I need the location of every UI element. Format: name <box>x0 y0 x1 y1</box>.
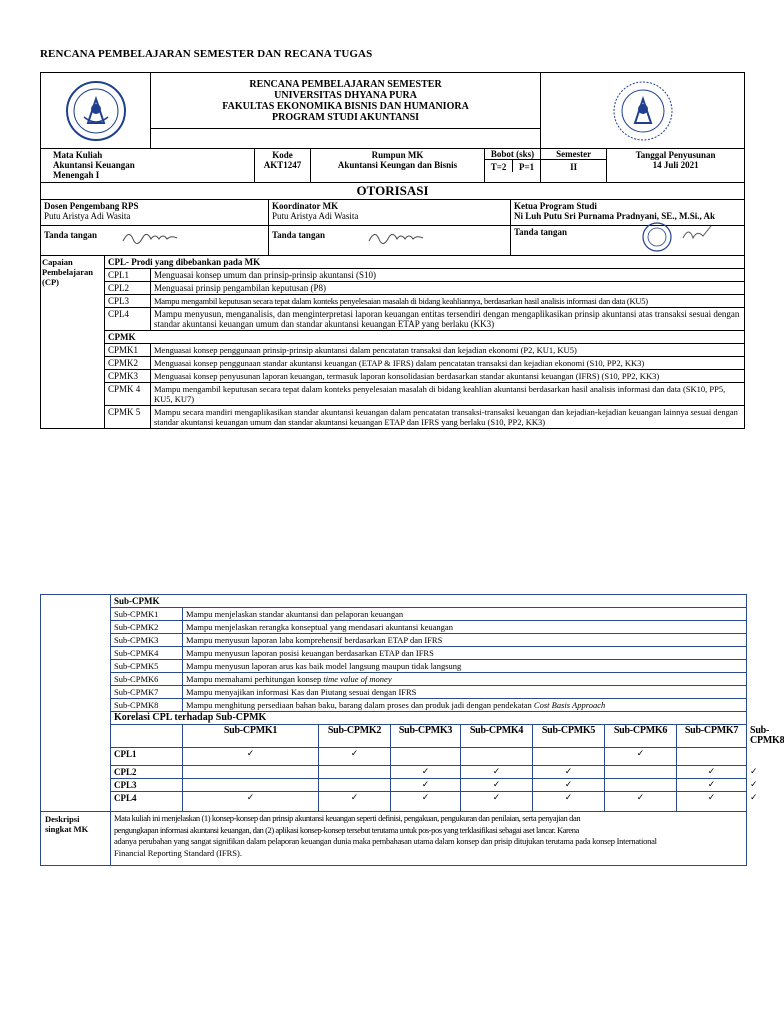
cpmk-code: CPMK3 <box>105 370 151 383</box>
check-icon: ✓ <box>391 779 461 792</box>
subcpmk-text: Mampu menjelaskan standar akuntansi dan pelaporan keuangan <box>183 608 747 621</box>
cpl-code: CPL3 <box>105 295 151 308</box>
deskripsi-label: Deskripsi singkat MK <box>41 812 111 866</box>
ttd-dosen-cell: Tanda tangan <box>41 226 269 256</box>
check-icon: ✓ <box>677 779 747 792</box>
document-title: RENCANA PEMBELAJARAN SEMESTER DAN RECANA TUGAS <box>40 48 373 60</box>
faculty-seal-icon <box>605 79 681 143</box>
korelasi-col: Sub-CPMK7 <box>677 725 747 748</box>
korelasi-row-label: CPL4 <box>111 792 183 812</box>
header-blank <box>151 129 541 149</box>
korelasi-header: Korelasi CPL terhadap Sub-CPMK <box>111 712 747 725</box>
check-icon: ✓ <box>183 748 319 766</box>
cp-label: Capaian Pembelajaran (CP) <box>41 256 105 429</box>
check-icon: ✓ <box>533 766 605 779</box>
subcpmk-code: Sub-CPMK3 <box>111 634 183 647</box>
korelasi-corner <box>111 725 183 748</box>
cpl-text: Menguasai konsep umum dan prinsip-prinsip akuntansi (S10) <box>151 269 745 282</box>
ttd-ketua-cell: Tanda tangan <box>511 226 745 256</box>
cpmk-code: CPMK1 <box>105 344 151 357</box>
subcpmk-text: Mampu menyusun laporan arus kas baik model langsung maupun tidak langsung <box>183 660 747 673</box>
faculty-logo <box>544 79 741 143</box>
kode-cell: Kode AKT1247 <box>255 149 311 183</box>
tanggal-cell: Tanggal Penyusunan 14 Juli 2021 <box>607 149 745 183</box>
subcpmk-text: Mampu memahami perhitungan konsep time value of money <box>183 673 747 686</box>
empty-cell <box>461 748 533 766</box>
check-icon: ✓ <box>391 792 461 812</box>
cpl-code: CPL1 <box>105 269 151 282</box>
subcpmk-text: Mampu menyusun laporan posisi keuangan berdasarkan ETAP dan IFRS <box>183 647 747 660</box>
cpmk-text: Mampu secara mandiri mengaplikasikan standar akuntansi keuangan dalam pencatatan transaksi-transaksi keuangan dan kejadian-kejadian keuangan lainnya sesuai dengan standar akuntansi keuangan umum dan standar akuntansi keuangan ETAP dan IFRS yang berlaku (S10, PP2, KK3) <box>151 406 745 429</box>
korelasi-col: Sub-CPMK3 <box>391 725 461 748</box>
bobot-cell: Bobot (sks) T=2 P=1 <box>485 149 541 183</box>
korelasi-row <box>41 748 747 766</box>
ketua-cell: Ketua Program Studi Ni Luh Putu Sri Purnama Pradnyani, SE., M.Si., Ak <box>511 200 745 226</box>
subcpmk-header: Sub-CPMK <box>111 595 747 608</box>
cpmk-header: CPMK <box>105 331 745 344</box>
subcpmk-left-blank <box>41 595 111 812</box>
logo-left-cell <box>41 73 151 149</box>
stamp-signature-icon <box>631 220 721 250</box>
cpmk-text: Menguasai konsep penggunaan standar akuntansi keuangan (ETAP & IFRS) dalam pencatatan transaksi dan kejadian ekonomi (S10, PP2, KK3) <box>151 357 745 370</box>
empty-cell <box>605 766 677 779</box>
otorisasi-title: OTORISASI <box>41 183 745 200</box>
check-icon: ✓ <box>183 792 319 812</box>
rumpun-cell: Rumpun MK Akuntansi Keungan dan Bisnis <box>311 149 485 183</box>
korelasi-col: Sub-CPMK1 <box>183 725 319 748</box>
korelasi-row: CPL2 ✓ ✓ ✓ ✓ ✓ <box>41 766 747 779</box>
subcpmk-italic-term: time value of money <box>323 674 392 684</box>
empty-cell <box>677 748 747 766</box>
cpl-text: Mampu menyusun, menganalisis, dan menginterpretasi laporan keuangan entitas tersendiri dengan mengaplikasikan prinsip akuntansi atas transaksi sesuai dengan standar akuntansi keuangan umum dan standar akuntansi keuangan ETAP yang berlaku (KK3) <box>151 308 745 331</box>
header-title: RENCANA PEMBELAJARAN SEMESTER UNIVERSITAS DHYANA PURA FAKULTAS EKONOMIKA BISNIS DAN HUMANIORA PROGRAM STUDI AKUNTANSI <box>151 73 541 129</box>
subcpmk-table <box>40 594 784 866</box>
subcpmk-italic-term: Cost Basis Approach <box>533 700 606 710</box>
semester-cell: Semester II <box>541 149 607 183</box>
korelasi-col: Sub-CPMK5 <box>533 725 605 748</box>
check-icon: ✓ <box>461 792 533 812</box>
koordinator-cell: Koordinator MK Putu Aristya Adi Wasita <box>269 200 511 226</box>
cpmk-code: CPMK2 <box>105 357 151 370</box>
subcpmk-code: Sub-CPMK7 <box>111 686 183 699</box>
check-icon: ✓ <box>533 779 605 792</box>
ttd-koordinator-cell: Tanda tangan <box>269 226 511 256</box>
subcpmk-code: Sub-CPMK2 <box>111 621 183 634</box>
empty-cell <box>533 748 605 766</box>
dosen-cell: Dosen Pengembang RPS Putu Aristya Adi Wasita <box>41 200 269 226</box>
korelasi-row: CPL4 ✓ ✓ ✓ ✓ ✓ ✓ ✓ ✓ <box>41 792 747 812</box>
cpl-code: CPL2 <box>105 282 151 295</box>
deskripsi-text: Mata kuliah ini menjelaskan (1) konsep-konsep dan prinsip akuntansi keuangan seperti definisi, pengakuan, pengukuran dan penilaian, serta penyajian dan pengungkapan informasi akuntansi keuangan, dan (2) aplikasi konsep-konsep tersebut terutama untuk pos-pos yang terklasifikasi sebagai aset lancar. Karena adanya perubahan yang sangat signifikan dalam pelaporan keuangan dunia maka pembahasan utama dalam konsep dan prisip ditujukan terutama pada konsep International Financial Reporting Standard (IFRS). <box>111 812 747 866</box>
check-icon: ✓ <box>461 779 533 792</box>
empty-cell <box>183 766 319 779</box>
korelasi-col: Sub-CPMK4 <box>461 725 533 748</box>
cpmk-text: Mampu mengambil keputusan secara tepat dalam konteks penyelesaian masalah di bidang keahlian akuntansi berdasarkan hasil analisis informasi dan data (SK10, PP5, KU5, KU7) <box>151 383 745 406</box>
korelasi-row: CPL3 ✓ ✓ ✓ ✓ ✓ <box>41 779 747 792</box>
subcpmk-code: Sub-CPMK8 <box>111 699 183 712</box>
subcpmk-code: Sub-CPMK5 <box>111 660 183 673</box>
university-seal-icon <box>58 79 134 143</box>
subcpmk-text: Mampu menghitung persediaan bahan baku, barang dalam proses dan produk jadi dengan pendekatan Cost Basis Approach <box>183 699 747 712</box>
korelasi-row-label: CPL2 <box>111 766 183 779</box>
mata-kuliah-cell: Mata Kuliah Akuntansi Keuangan Menengah I <box>41 149 255 183</box>
subcpmk-text: Mampu menjelaskan rerangka konseptual yang mendasari akuntansi keuangan <box>183 621 747 634</box>
subcpmk-code: Sub-CPMK1 <box>111 608 183 621</box>
cpl-text: Menguasai prinsip pengambilan keputusan (P8) <box>151 282 745 295</box>
signature-koordinator-icon <box>367 227 427 245</box>
cpmk-code: CPMK 5 <box>105 406 151 429</box>
signature-dosen-icon <box>121 227 181 245</box>
subcpmk-text: Mampu menyusun laporan laba komprehensif berdasarkan ETAP dan IFRS <box>183 634 747 647</box>
cpmk-code: CPMK 4 <box>105 383 151 406</box>
cpl-text: Mampu mengambil keputusan secara tepat dalam konteks penyelesaian masalah di bidang keahliannya, berdasarkan hasil analisis informasi dan data (KU5) <box>151 295 745 308</box>
check-icon: ✓ <box>391 766 461 779</box>
check-icon: ✓ <box>319 792 391 812</box>
korelasi-col-header-row: Sub-CPMK1 Sub-CPMK2 Sub-CPMK3 Sub-CPMK4 Sub-CPMK5 Sub-CPMK6 Sub-CPMK7 Sub-CPMK8 <box>41 725 747 748</box>
check-icon: ✓ <box>461 766 533 779</box>
cpmk-text: Menguasai konsep penggunaan prinsip-prinsip akuntansi dalam pencatatan transaksi dan kejadian ekonomi (P2, KU1, KU5) <box>151 344 745 357</box>
korelasi-row-label: CPL1 <box>111 748 183 766</box>
korelasi-col: Sub-CPMK2 <box>319 725 391 748</box>
subcpmk-code: Sub-CPMK4 <box>111 647 183 660</box>
cpl-code: CPL4 <box>105 308 151 331</box>
subcpmk-code: Sub-CPMK6 <box>111 673 183 686</box>
empty-cell <box>183 779 319 792</box>
check-icon: ✓ <box>677 792 747 812</box>
check-icon: ✓ <box>319 748 391 766</box>
logo-right-cell <box>541 73 745 149</box>
subcpmk-text: Mampu menyajikan informasi Kas dan Piutang sesuai dengan IFRS <box>183 686 747 699</box>
empty-cell <box>319 779 391 792</box>
empty-cell <box>605 779 677 792</box>
empty-cell <box>391 748 461 766</box>
korelasi-row-label: CPL3 <box>111 779 183 792</box>
empty-cell <box>319 766 391 779</box>
cpl-header: CPL- Prodi yang dibebankan pada MK <box>105 256 745 269</box>
check-icon: ✓ <box>605 748 677 766</box>
check-icon: ✓ <box>605 792 677 812</box>
cpmk-text: Menguasai konsep penyusunan laporan keuangan, termasuk laporan konsolidasian berdasarkan standar akuntansi keuangan (IFRS) (S10, PP2, KK3) <box>151 370 745 383</box>
rps-table <box>40 72 745 429</box>
check-icon: ✓ <box>533 792 605 812</box>
korelasi-col: Sub-CPMK6 <box>605 725 677 748</box>
university-logo <box>44 79 147 143</box>
check-icon: ✓ <box>677 766 747 779</box>
